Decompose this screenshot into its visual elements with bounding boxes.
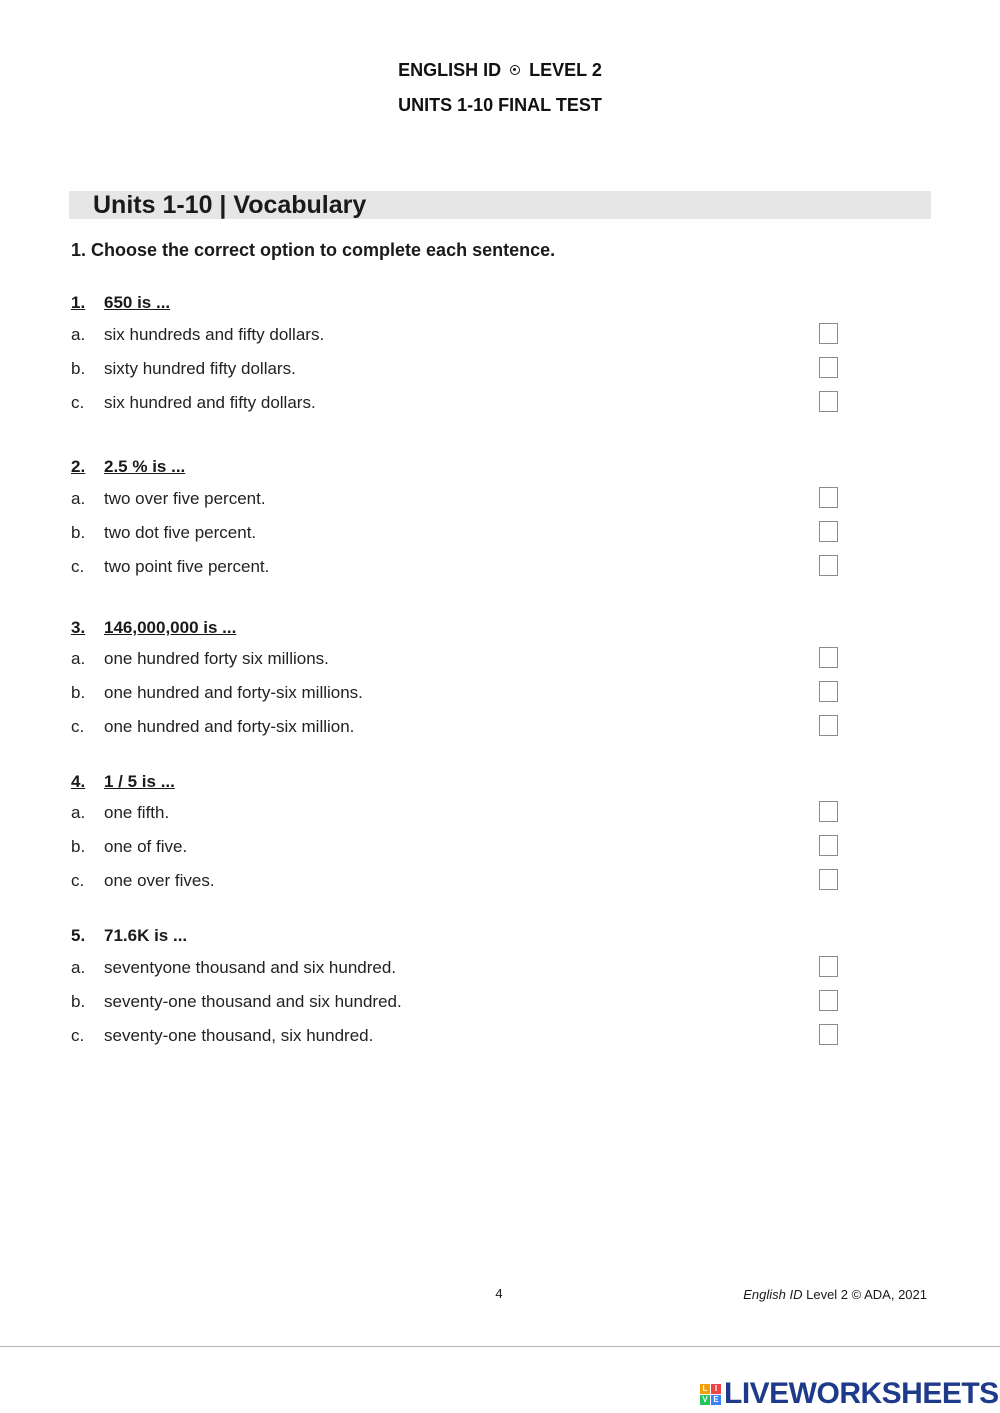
page-number: 4 xyxy=(495,1286,503,1301)
title-part-2: LEVEL 2 xyxy=(529,60,602,80)
answer-checkbox[interactable] xyxy=(819,647,838,668)
worksheet-subtitle: UNITS 1-10 FINAL TEST xyxy=(398,95,602,115)
option-letter: c. xyxy=(71,557,85,576)
option-text: seventyone thousand and six hundred. xyxy=(104,958,397,977)
option-letter: a. xyxy=(71,325,86,344)
option-letter: b. xyxy=(71,837,86,856)
section-header-bar xyxy=(69,191,931,219)
question-number: 1. xyxy=(71,293,86,312)
question-prompt: 2.5 % is ... xyxy=(104,457,186,476)
option-text: one fifth. xyxy=(104,803,170,822)
logo-tile-l: L xyxy=(700,1384,710,1394)
option-text: one hundred and forty-six million. xyxy=(104,717,355,736)
liveworksheets-logo-text: LIVEWORKSHEETS xyxy=(724,1377,999,1410)
worksheet-title xyxy=(0,60,1000,81)
question-prompt: 1 / 5 is ... xyxy=(104,772,175,791)
answer-checkbox[interactable] xyxy=(819,956,838,977)
option-text: one over fives. xyxy=(104,871,215,890)
option-text: six hundreds and fifty dollars. xyxy=(104,325,325,344)
logo-tile-v: V xyxy=(700,1395,710,1405)
question-number: 4. xyxy=(71,772,86,791)
option-letter: a. xyxy=(71,489,86,508)
option-text: two point five percent. xyxy=(104,557,270,576)
option-text: six hundred and fifty dollars. xyxy=(104,393,316,412)
liveworksheets-logo[interactable] xyxy=(700,1376,999,1412)
answer-checkbox[interactable] xyxy=(819,681,838,702)
option-letter: b. xyxy=(71,523,86,542)
option-text: two over five percent. xyxy=(104,489,266,508)
copyright-text: Level 2 © ADA, 2021 xyxy=(802,1287,927,1302)
question-prompt: 146,000,000 is ... xyxy=(104,618,237,637)
option-text: one hundred and forty-six millions. xyxy=(104,683,363,702)
question-number: 5. xyxy=(71,926,86,945)
option-letter: b. xyxy=(71,992,86,1011)
answer-checkbox[interactable] xyxy=(819,357,838,378)
option-text: one hundred forty six millions. xyxy=(104,649,329,668)
copyright-notice xyxy=(743,1287,927,1302)
option-text: seventy-one thousand, six hundred. xyxy=(104,1026,374,1045)
option-letter: c. xyxy=(71,1026,85,1045)
liveworksheets-logo-icon xyxy=(700,1384,721,1405)
question-number: 3. xyxy=(71,618,86,637)
answer-checkbox[interactable] xyxy=(819,555,838,576)
answer-checkbox[interactable] xyxy=(819,869,838,890)
option-text: seventy-one thousand and six hundred. xyxy=(104,992,402,1011)
logo-tile-i: I xyxy=(711,1384,721,1394)
option-letter: c. xyxy=(71,871,85,890)
section-title: Units 1-10 | Vocabulary xyxy=(93,191,367,219)
answer-checkbox[interactable] xyxy=(819,1024,838,1045)
footer-divider xyxy=(0,1346,1000,1347)
question-number: 2. xyxy=(71,457,86,476)
option-letter: b. xyxy=(71,683,86,702)
answer-checkbox[interactable] xyxy=(819,521,838,542)
answer-checkbox[interactable] xyxy=(819,990,838,1011)
bullet-icon xyxy=(510,65,520,75)
option-letter: c. xyxy=(71,393,85,412)
option-text: one of five. xyxy=(104,837,188,856)
exercise-instruction: 1. Choose the correct option to complete each sentence. xyxy=(71,240,556,260)
option-letter: a. xyxy=(71,803,86,822)
logo-tile-e: E xyxy=(711,1395,721,1405)
title-part-1: ENGLISH ID xyxy=(398,60,502,80)
question-prompt: 71.6K is ... xyxy=(104,926,188,945)
option-letter: a. xyxy=(71,649,86,668)
option-text: two dot five percent. xyxy=(104,523,257,542)
option-letter: b. xyxy=(71,359,86,378)
answer-checkbox[interactable] xyxy=(819,391,838,412)
question-prompt: 650 is ... xyxy=(104,293,171,312)
option-letter: a. xyxy=(71,958,86,977)
answer-checkbox[interactable] xyxy=(819,323,838,344)
answer-checkbox[interactable] xyxy=(819,801,838,822)
answer-checkbox[interactable] xyxy=(819,487,838,508)
option-text: sixty hundred fifty dollars. xyxy=(104,359,296,378)
answer-checkbox[interactable] xyxy=(819,715,838,736)
option-letter: c. xyxy=(71,717,85,736)
copyright-book-title: English ID xyxy=(743,1287,803,1302)
answer-checkbox[interactable] xyxy=(819,835,838,856)
